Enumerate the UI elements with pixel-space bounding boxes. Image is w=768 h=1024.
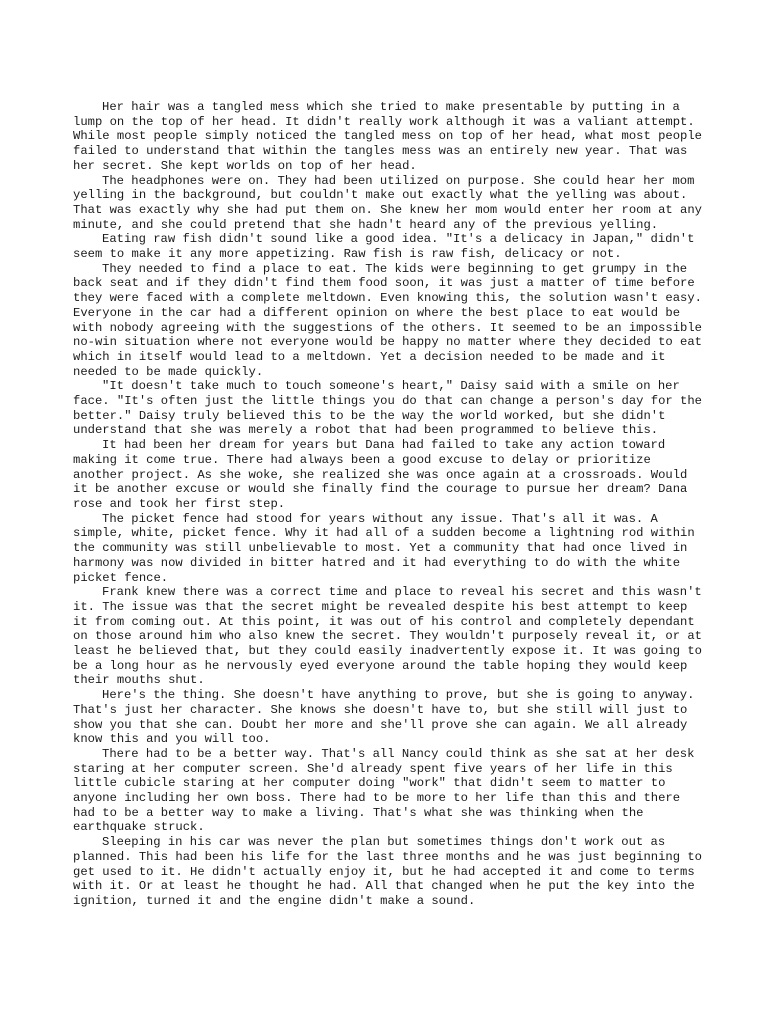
paragraph-1: Her hair was a tangled mess which she tried to make presentable by putting in a lump on the top of her head. It didn't really work although it was a valiant attempt. While most people simply noticed the tangled mess on top of her head, what most people failed to understand that within the tangles mess was an entirely new year. That was her secret. She kept worlds on top of her head. (73, 100, 702, 173)
paragraph-8: Frank knew there was a correct time and place to reveal his secret and this wasn't it. The issue was that the secret might be revealed despite his best attempt to keep it from coming out. At this point, it was out of his control and completely dependant on those around him who also knew the secret. They wouldn't purposely reveal it, or at least he believed that, but they could easily inadvertently expose it. It was going to be a long hour as he nervously eyed everyone around the table hoping they would keep their mouths shut. (73, 585, 702, 688)
paragraph-3: Eating raw fish didn't sound like a good idea. "It's a delicacy in Japan," didn't seem to make it any more appetizing. Raw fish is raw fish, delicacy or not. (73, 232, 695, 262)
paragraph-5: "It doesn't take much to touch someone's heart," Daisy said with a smile on her face. "It's often just the little things you do that can change a person's day for the better." Daisy truly believed this to be the way the world worked, but she didn't understand that she was merely a robot that had been programmed to believe this. (73, 379, 702, 438)
paragraph-9: Here's the thing. She doesn't have anything to prove, but she is going to anyway. That's just her character. She knows she doesn't have to, but she still will just to show you that she can. Doubt her more and she'll prove she can again. We all already know this and you will too. (73, 688, 695, 747)
paragraph-4: They needed to find a place to eat. The kids were beginning to get grumpy in the back seat and if they didn't find them food soon, it was just a matter of time before they were faced with a complete meltdown. Even knowing this, the solution wasn't easy. Everyone in the car had a different opinion on where the best place to eat would be with nobody agreeing with the suggestions of the others. It seemed to be an impossible no-win situation where not everyone would be happy no matter where they decided to eat which in itself would lead to a meltdown. Yet a decision needed to be made and it needed to be made quickly. (73, 261, 702, 379)
paragraph-2: The headphones were on. They had been utilized on purpose. She could hear her mom yelling in the background, but couldn't make out exactly what the yelling was about. That was exactly why she had put them on. She knew her mom would enter her room at any minute, and she could pretend that she hadn't heard any of the previous yelling. (73, 173, 702, 232)
document-body (73, 100, 703, 909)
paragraph-7: The picket fence had stood for years without any issue. That's all it was. A simple, white, picket fence. Why it had all of a sudden become a lightning rod within the community was still unbelievable to most. Yet a community that had once lived in harmony was now divided in bitter hatred and it had everything to do with the white picket fence. (73, 511, 695, 585)
paragraph-6: It had been her dream for years but Dana had failed to take any action toward making it come true. There had always been a good excuse to delay or prioritize another project. As she woke, she realized she was once again at a crossroads. Would it be another excuse or would she finally find the courage to pursue her dream? Dana rose and took her first step. (73, 438, 688, 511)
paragraph-10: There had to be a better way. That's all Nancy could think as she sat at her desk staring at her computer screen. She'd already spent five years of her life in this little cubicle staring at her computer doing "work" that didn't seem to matter to anyone including her own boss. There had to be more to her life than this and there had to be a better way to make a living. That's what she was thinking when the earthquake struck. (73, 746, 695, 835)
paragraph-11: Sleeping in his car was never the plan but sometimes things don't work out as planned. This had been his life for the last three months and he was just beginning to get used to it. He didn't actually enjoy it, but he had accepted it and come to terms with it. Or at least he thought he had. All that changed when he put the key into the ignition, turned it and the engine didn't make a sound. (73, 835, 702, 908)
